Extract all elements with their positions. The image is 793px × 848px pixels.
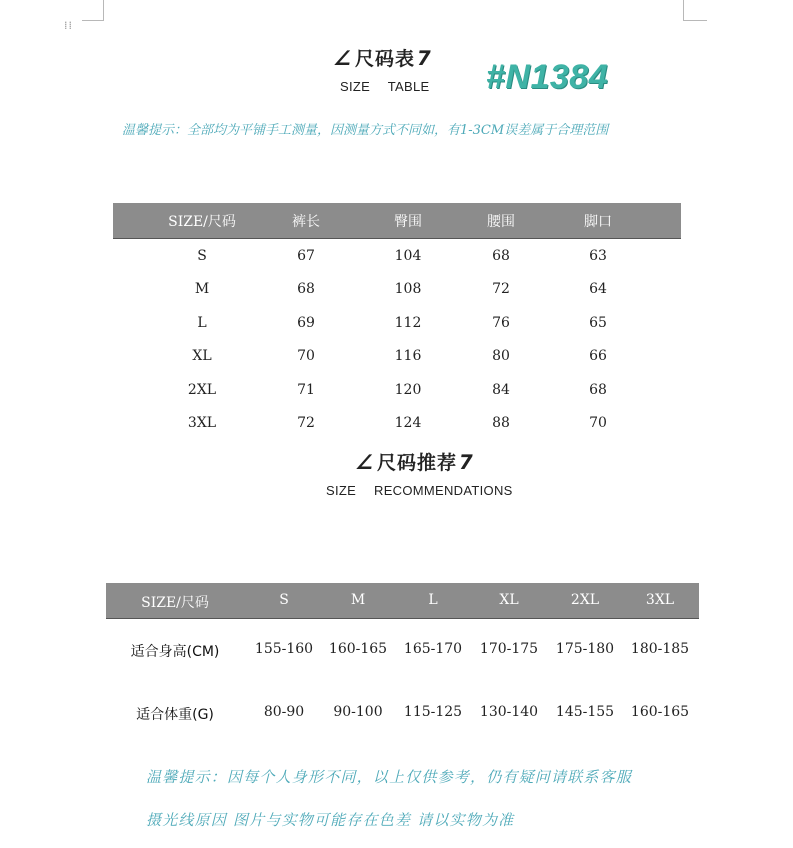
size-table-cell: 68 <box>589 382 607 398</box>
size-table-cell: 66 <box>589 348 607 364</box>
recommend-table-cell: 160-165 <box>630 704 690 720</box>
recommend-table-cell: 175-180 <box>555 641 615 657</box>
size-table-title-text: 尺码表 <box>354 48 415 70</box>
size-table-cell: L <box>197 315 207 331</box>
size-table-cell: 3XL <box>187 415 217 431</box>
recommend-row-label: 适合身高(CM) <box>130 644 220 660</box>
size-table-cell: 68 <box>297 281 315 297</box>
recommend-table-cell: 170-175 <box>479 641 539 657</box>
brush-bracket-right-icon: 7 <box>456 449 476 474</box>
recommend-table-header-cell: M <box>350 592 366 608</box>
size-table-header-cell: 臀围 <box>394 214 422 230</box>
recommend-row-label: 适合体重(G) <box>136 707 214 723</box>
brush-bracket-right-icon: 7 <box>414 45 434 70</box>
size-table-header-cell: 裤长 <box>292 214 320 230</box>
recommend-title-text: 尺码推荐 <box>376 452 457 474</box>
size-table-cell: XL <box>192 348 212 364</box>
size-table-cell: 104 <box>394 248 422 264</box>
size-table-header-cell: 脚口 <box>584 214 612 230</box>
size-table-cell: 124 <box>394 415 422 431</box>
measurement-tip: 温馨提示：全部均为平铺手工测量，因测量方式不同如，有1-3CM误差属于合理范围 <box>122 123 609 138</box>
brush-bracket-left-icon: ∠ <box>331 45 356 70</box>
size-table-header-cell: 腰围 <box>487 214 515 230</box>
recommend-table-cell: 90-100 <box>333 704 383 720</box>
recommend-table-cell: 80-90 <box>263 704 305 720</box>
footer-tip-line-1: 温馨提示：因每个人身形不同，以上仅供参考，仍有疑问请联系客服 <box>146 768 633 786</box>
size-table-cell: 88 <box>492 415 510 431</box>
size-table-cell: 112 <box>394 315 422 331</box>
footer-tip-line-2: 摄光线原因 图片与实物可能存在色差 请以实物为准 <box>146 811 515 829</box>
page-corner-mark-top-right <box>683 0 707 21</box>
recommend-table-header-cell: L <box>428 592 438 608</box>
size-table-cell: 71 <box>297 382 315 398</box>
size-table-cell: 65 <box>589 315 607 331</box>
size-table-cell: 116 <box>394 348 422 364</box>
size-table-cell: 80 <box>492 348 510 364</box>
recommend-table-header-cell: XL <box>499 592 519 608</box>
recommend-table-header-cell: 2XL <box>570 592 600 608</box>
recommend-table-header-cell: 3XL <box>645 592 675 608</box>
size-table-cell: 2XL <box>187 382 217 398</box>
size-table-cell: 64 <box>589 281 607 297</box>
recommend-table-cell: 115-125 <box>403 704 463 720</box>
size-table-cell: 120 <box>394 382 422 398</box>
product-code: #N1384 <box>486 58 609 96</box>
size-table-cell: 72 <box>492 281 510 297</box>
size-table-cell: 76 <box>492 315 510 331</box>
size-table-subtitle: SIZE TABLE <box>340 79 430 94</box>
size-table-cell: 72 <box>297 415 315 431</box>
size-table-cell: M <box>194 281 210 297</box>
brush-bracket-left-icon: ∠ <box>353 449 378 474</box>
size-table-cell: 70 <box>297 348 315 364</box>
size-table-header-cell: SIZE/尺码 <box>168 214 236 230</box>
size-table-cell: 84 <box>492 382 510 398</box>
recommend-title <box>353 448 476 475</box>
size-table-cell: 67 <box>297 248 315 264</box>
recommend-table-header-cell: S <box>279 592 289 608</box>
page-corner-mark-top-left <box>82 0 104 21</box>
drag-handle-icon[interactable]: ⁞⁞ <box>64 19 73 32</box>
recommend-subtitle: SIZE RECOMMENDATIONS <box>326 483 513 498</box>
recommend-table-cell: 180-185 <box>630 641 690 657</box>
recommend-table-cell: 155-160 <box>254 641 314 657</box>
recommend-table-cell: 160-165 <box>328 641 388 657</box>
size-table-cell: 70 <box>589 415 607 431</box>
size-table-cell: S <box>197 248 207 264</box>
recommend-table-cell: 145-155 <box>555 704 615 720</box>
size-table-cell: 63 <box>589 248 607 264</box>
recommend-table-cell: 130-140 <box>479 704 539 720</box>
size-table-cell: 68 <box>492 248 510 264</box>
size-table-cell: 69 <box>297 315 315 331</box>
size-table-cell: 108 <box>394 281 422 297</box>
recommend-table-header-cell: SIZE/尺码 <box>141 595 209 611</box>
recommend-table-cell: 165-170 <box>403 641 463 657</box>
size-table-title <box>331 44 434 71</box>
